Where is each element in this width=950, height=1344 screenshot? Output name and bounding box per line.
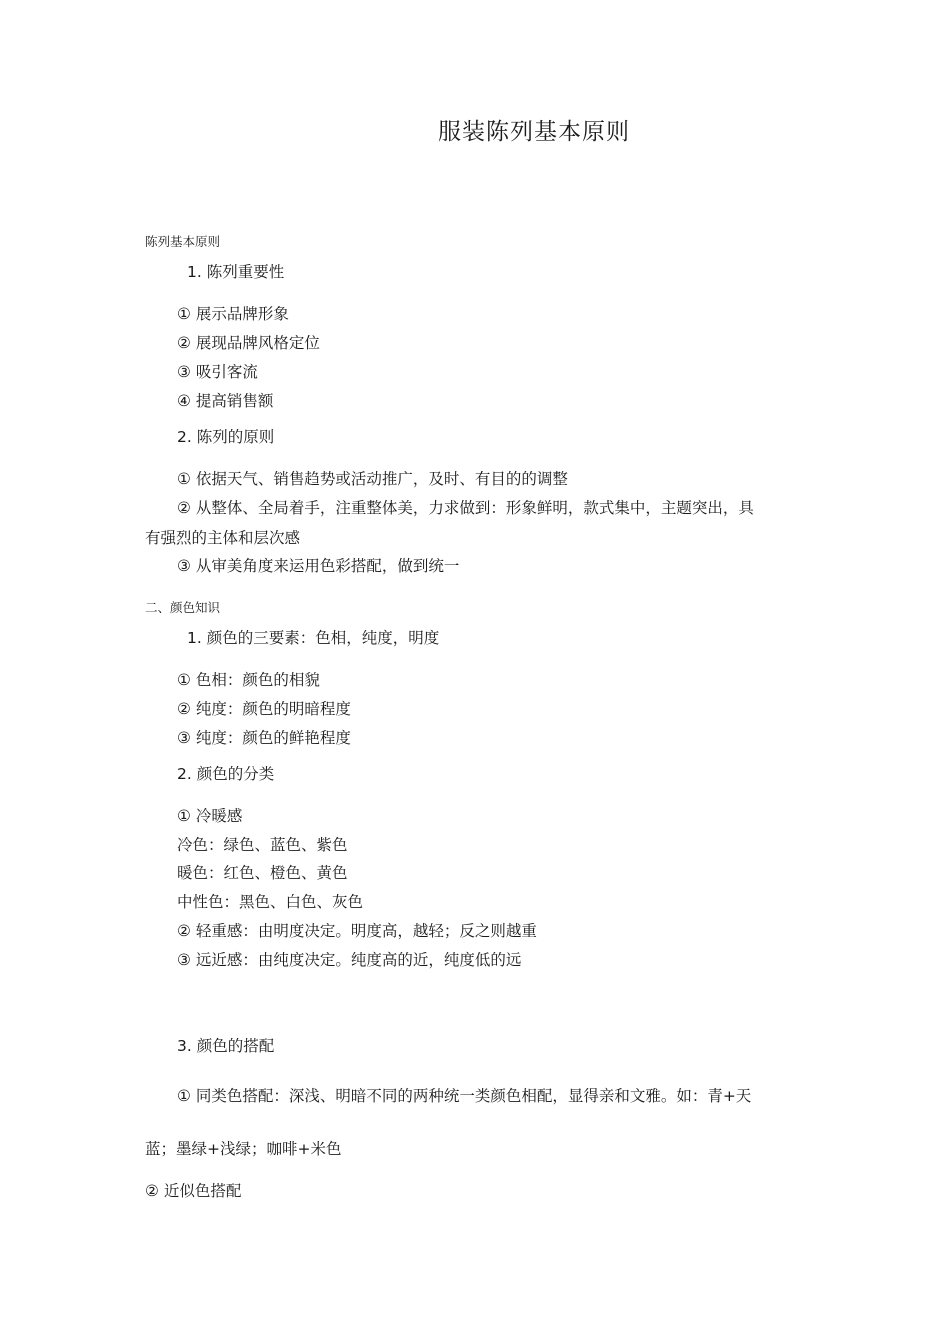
list-item: ① 冷暖感: [177, 807, 243, 825]
list-item: ① 同类色搭配：深浅、明暗不同的两种统一类颜色相配，显得亲和文雅。如：青+天: [177, 1087, 752, 1105]
document-title: 服装陈列基本原则: [438, 119, 630, 145]
list-item: ① 依据天气、销售趋势或活动推广，及时、有目的的调整: [177, 470, 568, 488]
list-item-continuation: 蓝；墨绿+浅绿；咖啡+米色: [145, 1140, 342, 1158]
list-item: ① 展示品牌形象: [177, 305, 289, 323]
subsection-heading: 1. 颜色的三要素：色相，纯度，明度: [187, 629, 440, 647]
list-item: 冷色：绿色、蓝色、紫色: [177, 836, 348, 854]
list-item: 暖色：红色、橙色、黄色: [177, 864, 348, 882]
list-item: ② 轻重感：由明度决定。明度高，越轻；反之则越重: [177, 922, 537, 940]
list-item: ③ 纯度：颜色的鲜艳程度: [177, 729, 351, 747]
list-item: ① 色相：颜色的相貌: [177, 671, 320, 689]
section-heading: 二、颜色知识: [145, 600, 221, 615]
list-item: ② 从整体、全局着手，注重整体美，力求做到：形象鲜明，款式集中，主题突出，具: [177, 499, 754, 517]
list-item: ② 近似色搭配: [145, 1182, 242, 1200]
list-item: ③ 从审美角度来运用色彩搭配，做到统一: [177, 557, 460, 575]
list-item: ③ 吸引客流: [177, 363, 258, 381]
list-item: ④ 提高销售额: [177, 392, 274, 410]
list-item-continuation: 有强烈的主体和层次感: [145, 529, 301, 547]
subsection-heading: 2. 颜色的分类: [177, 765, 275, 783]
list-item: ② 纯度：颜色的明暗程度: [177, 700, 351, 718]
subsection-heading: 3. 颜色的搭配: [177, 1037, 275, 1055]
subsection-heading: 1. 陈列重要性: [187, 263, 285, 281]
list-item: ③ 远近感：由纯度决定。纯度高的近，纯度低的远: [177, 951, 522, 969]
subsection-heading: 2. 陈列的原则: [177, 428, 275, 446]
section-heading: 陈列基本原则: [145, 234, 221, 249]
list-item: ② 展现品牌风格定位: [177, 334, 320, 352]
list-item: 中性色：黑色、白色、灰色: [177, 893, 364, 911]
